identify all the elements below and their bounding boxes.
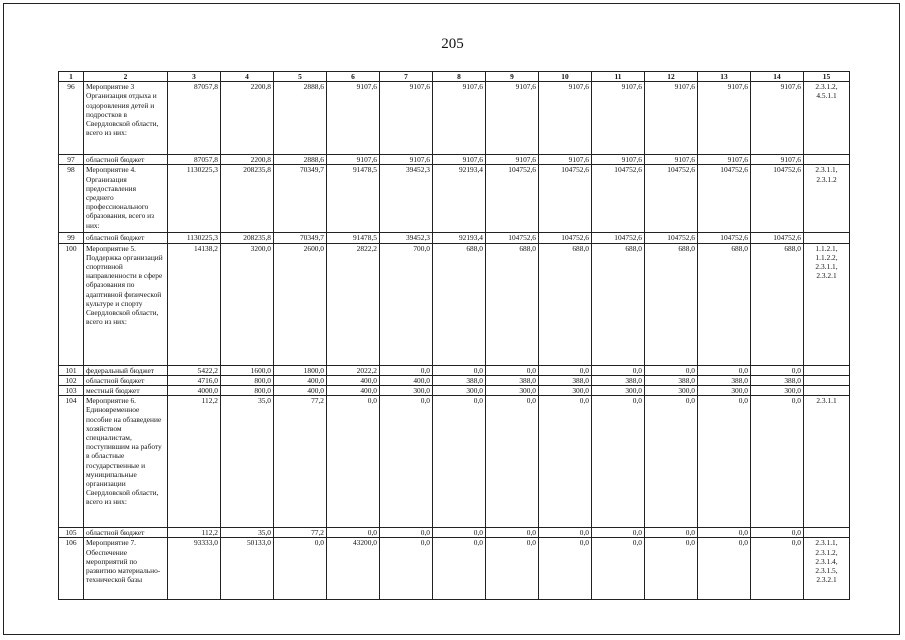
value-cell: 77,2	[274, 528, 327, 538]
row-name: Мероприятие 7. Обеспечение мероприятий по развитию материально-технической базы	[84, 538, 168, 600]
value-cell: 388,0	[433, 375, 486, 385]
value-cell: 800,0	[221, 375, 274, 385]
value-cell: 688,0	[539, 243, 592, 365]
value-cell: 0,0	[380, 538, 433, 600]
value-cell: 2200,8	[221, 155, 274, 165]
value-cell: 2600,0	[274, 243, 327, 365]
value-cell: 0,0	[592, 538, 645, 600]
row-number: 103	[59, 386, 84, 396]
table-row	[59, 538, 850, 600]
value-cell: 2022,2	[327, 365, 380, 375]
value-cell: 0,0	[592, 396, 645, 528]
value-cell: 388,0	[486, 375, 539, 385]
value-cell: 35,0	[221, 528, 274, 538]
header-cell: 2	[84, 72, 168, 82]
budget-table	[58, 71, 850, 600]
row-name: федеральный бюджет	[84, 365, 168, 375]
value-cell: 388,0	[645, 375, 698, 385]
value-cell: 104752,6	[751, 165, 804, 233]
value-cell: 0,0	[751, 528, 804, 538]
value-cell: 0,0	[751, 365, 804, 375]
row-name: Мероприятие 6. Единовременное пособие на обзаведение хозяйством специалистам, поступившим на работу в областные государственные и муниципальные организации Свердловской области, всего из них:	[84, 396, 168, 528]
value-cell: 0,0	[433, 528, 486, 538]
table-row	[59, 243, 850, 365]
header-cell: 12	[645, 72, 698, 82]
value-cell: 0,0	[539, 396, 592, 528]
value-cell: 104752,6	[539, 233, 592, 243]
value-cell: 400,0	[327, 386, 380, 396]
table-row	[59, 375, 850, 385]
row-name: местный бюджет	[84, 386, 168, 396]
value-cell: 388,0	[539, 375, 592, 385]
target-reference: 2.3.1.1	[804, 396, 850, 528]
target-reference: 2.3.1.1, 2.3.1.2	[804, 165, 850, 233]
value-cell: 0,0	[645, 365, 698, 375]
header-cell: 7	[380, 72, 433, 82]
row-number: 106	[59, 538, 84, 600]
row-number: 100	[59, 243, 84, 365]
value-cell: 9107,6	[327, 155, 380, 165]
table-row	[59, 365, 850, 375]
value-cell: 9107,6	[751, 155, 804, 165]
target-reference	[804, 233, 850, 243]
value-cell: 9107,6	[645, 82, 698, 155]
value-cell: 0,0	[539, 538, 592, 600]
row-name: областной бюджет	[84, 155, 168, 165]
value-cell: 1130225,3	[168, 233, 221, 243]
value-cell: 9107,6	[380, 82, 433, 155]
row-number: 104	[59, 396, 84, 528]
header-cell: 14	[751, 72, 804, 82]
value-cell: 208235,8	[221, 165, 274, 233]
value-cell: 688,0	[751, 243, 804, 365]
value-cell: 0,0	[698, 538, 751, 600]
value-cell: 50133,0	[221, 538, 274, 600]
row-name: Мероприятие 3 Организация отдыха и оздоровления детей и подростков в Свердловской области, всего из них:	[84, 82, 168, 155]
value-cell: 35,0	[221, 396, 274, 528]
value-cell: 9107,6	[751, 82, 804, 155]
value-cell: 4716,0	[168, 375, 221, 385]
value-cell: 0,0	[486, 365, 539, 375]
target-reference	[804, 365, 850, 375]
target-reference: 2.3.1.1, 2.3.1.2, 2.3.1.4, 2.3.1.5, 2.3.2.1	[804, 538, 850, 600]
target-reference	[804, 528, 850, 538]
value-cell: 92193,4	[433, 233, 486, 243]
value-cell: 0,0	[433, 396, 486, 528]
value-cell: 9107,6	[698, 82, 751, 155]
table-row	[59, 82, 850, 155]
row-number: 101	[59, 365, 84, 375]
value-cell: 104752,6	[645, 233, 698, 243]
value-cell: 0,0	[592, 365, 645, 375]
value-cell: 77,2	[274, 396, 327, 528]
value-cell: 300,0	[645, 386, 698, 396]
value-cell: 1600,0	[221, 365, 274, 375]
value-cell: 9107,6	[539, 155, 592, 165]
value-cell: 70349,7	[274, 233, 327, 243]
value-cell: 9107,6	[645, 155, 698, 165]
value-cell: 0,0	[592, 528, 645, 538]
value-cell: 39452,3	[380, 233, 433, 243]
value-cell: 2888,6	[274, 155, 327, 165]
table-row	[59, 233, 850, 243]
value-cell: 9107,6	[380, 155, 433, 165]
value-cell: 104752,6	[751, 233, 804, 243]
value-cell: 9107,6	[592, 155, 645, 165]
value-cell: 0,0	[698, 365, 751, 375]
value-cell: 388,0	[698, 375, 751, 385]
header-row	[59, 72, 850, 82]
value-cell: 700,0	[380, 243, 433, 365]
value-cell: 9107,6	[486, 82, 539, 155]
target-reference: 2.3.1.2, 4.5.1.1	[804, 82, 850, 155]
value-cell: 800,0	[221, 386, 274, 396]
value-cell: 400,0	[274, 375, 327, 385]
header-cell: 4	[221, 72, 274, 82]
value-cell: 91478,5	[327, 165, 380, 233]
value-cell: 0,0	[698, 396, 751, 528]
value-cell: 0,0	[539, 365, 592, 375]
value-cell: 87057,8	[168, 155, 221, 165]
value-cell: 112,2	[168, 528, 221, 538]
row-name: областной бюджет	[84, 233, 168, 243]
value-cell: 1800,0	[274, 365, 327, 375]
value-cell: 688,0	[486, 243, 539, 365]
row-name: Мероприятие 5. Поддержка организаций спортивной направленности в сфере образования по адаптивной физической культуре и спорту Свердловской области, всего из них:	[84, 243, 168, 365]
header-cell: 13	[698, 72, 751, 82]
value-cell: 400,0	[327, 375, 380, 385]
value-cell: 112,2	[168, 396, 221, 528]
value-cell: 0,0	[327, 396, 380, 528]
row-number: 105	[59, 528, 84, 538]
header-cell: 10	[539, 72, 592, 82]
value-cell: 0,0	[645, 538, 698, 600]
value-cell: 87057,8	[168, 82, 221, 155]
value-cell: 104752,6	[486, 233, 539, 243]
value-cell: 0,0	[433, 365, 486, 375]
value-cell: 9107,6	[698, 155, 751, 165]
value-cell: 0,0	[327, 528, 380, 538]
header-cell: 9	[486, 72, 539, 82]
table-row	[59, 386, 850, 396]
value-cell: 300,0	[698, 386, 751, 396]
value-cell: 0,0	[380, 396, 433, 528]
value-cell: 104752,6	[539, 165, 592, 233]
target-reference	[804, 155, 850, 165]
value-cell: 0,0	[380, 365, 433, 375]
value-cell: 0,0	[380, 528, 433, 538]
value-cell: 300,0	[539, 386, 592, 396]
row-number: 97	[59, 155, 84, 165]
value-cell: 2822,2	[327, 243, 380, 365]
header-cell: 8	[433, 72, 486, 82]
value-cell: 9107,6	[433, 82, 486, 155]
value-cell: 400,0	[380, 375, 433, 385]
row-number: 102	[59, 375, 84, 385]
value-cell: 91478,5	[327, 233, 380, 243]
value-cell: 104752,6	[592, 165, 645, 233]
value-cell: 70349,7	[274, 165, 327, 233]
value-cell: 14138,2	[168, 243, 221, 365]
value-cell: 9107,6	[486, 155, 539, 165]
row-number: 98	[59, 165, 84, 233]
value-cell: 300,0	[380, 386, 433, 396]
value-cell: 9107,6	[592, 82, 645, 155]
table-row	[59, 528, 850, 538]
value-cell: 104752,6	[645, 165, 698, 233]
value-cell: 0,0	[698, 528, 751, 538]
header-cell: 15	[804, 72, 850, 82]
table-row	[59, 396, 850, 528]
value-cell: 0,0	[486, 396, 539, 528]
value-cell: 688,0	[698, 243, 751, 365]
value-cell: 300,0	[433, 386, 486, 396]
value-cell: 0,0	[645, 528, 698, 538]
value-cell: 43200,0	[327, 538, 380, 600]
value-cell: 300,0	[592, 386, 645, 396]
value-cell: 104752,6	[486, 165, 539, 233]
value-cell: 0,0	[274, 538, 327, 600]
value-cell: 300,0	[751, 386, 804, 396]
value-cell: 39452,3	[380, 165, 433, 233]
target-reference: 1.1.2.1, 1.1.2.2, 2.3.1.1, 2.3.2.1	[804, 243, 850, 365]
value-cell: 9107,6	[433, 155, 486, 165]
value-cell: 388,0	[592, 375, 645, 385]
target-reference	[804, 375, 850, 385]
table-row	[59, 165, 850, 233]
value-cell: 0,0	[539, 528, 592, 538]
value-cell: 300,0	[486, 386, 539, 396]
value-cell: 104752,6	[698, 233, 751, 243]
value-cell: 0,0	[751, 538, 804, 600]
value-cell: 1130225,3	[168, 165, 221, 233]
header-cell: 11	[592, 72, 645, 82]
value-cell: 0,0	[486, 538, 539, 600]
value-cell: 2888,6	[274, 82, 327, 155]
page-number: 205	[441, 36, 464, 52]
value-cell: 208235,8	[221, 233, 274, 243]
value-cell: 0,0	[486, 528, 539, 538]
target-reference	[804, 386, 850, 396]
value-cell: 400,0	[274, 386, 327, 396]
value-cell: 5422,2	[168, 365, 221, 375]
value-cell: 3200,0	[221, 243, 274, 365]
value-cell: 93333,0	[168, 538, 221, 600]
value-cell: 688,0	[645, 243, 698, 365]
value-cell: 0,0	[751, 396, 804, 528]
value-cell: 2200,8	[221, 82, 274, 155]
row-number: 99	[59, 233, 84, 243]
value-cell: 688,0	[433, 243, 486, 365]
value-cell: 104752,6	[698, 165, 751, 233]
row-name: Мероприятие 4. Организация предоставления среднего профессионального образования, всего из них:	[84, 165, 168, 233]
row-name: областной бюджет	[84, 375, 168, 385]
value-cell: 9107,6	[327, 82, 380, 155]
value-cell: 388,0	[751, 375, 804, 385]
header-cell: 3	[168, 72, 221, 82]
table-row	[59, 155, 850, 165]
value-cell: 9107,6	[539, 82, 592, 155]
value-cell: 0,0	[645, 396, 698, 528]
header-cell: 1	[59, 72, 84, 82]
header-cell: 5	[274, 72, 327, 82]
value-cell: 104752,6	[592, 233, 645, 243]
value-cell: 0,0	[433, 538, 486, 600]
value-cell: 4000,0	[168, 386, 221, 396]
row-name: областной бюджет	[84, 528, 168, 538]
header-cell: 6	[327, 72, 380, 82]
value-cell: 688,0	[592, 243, 645, 365]
row-number: 96	[59, 82, 84, 155]
value-cell: 92193,4	[433, 165, 486, 233]
